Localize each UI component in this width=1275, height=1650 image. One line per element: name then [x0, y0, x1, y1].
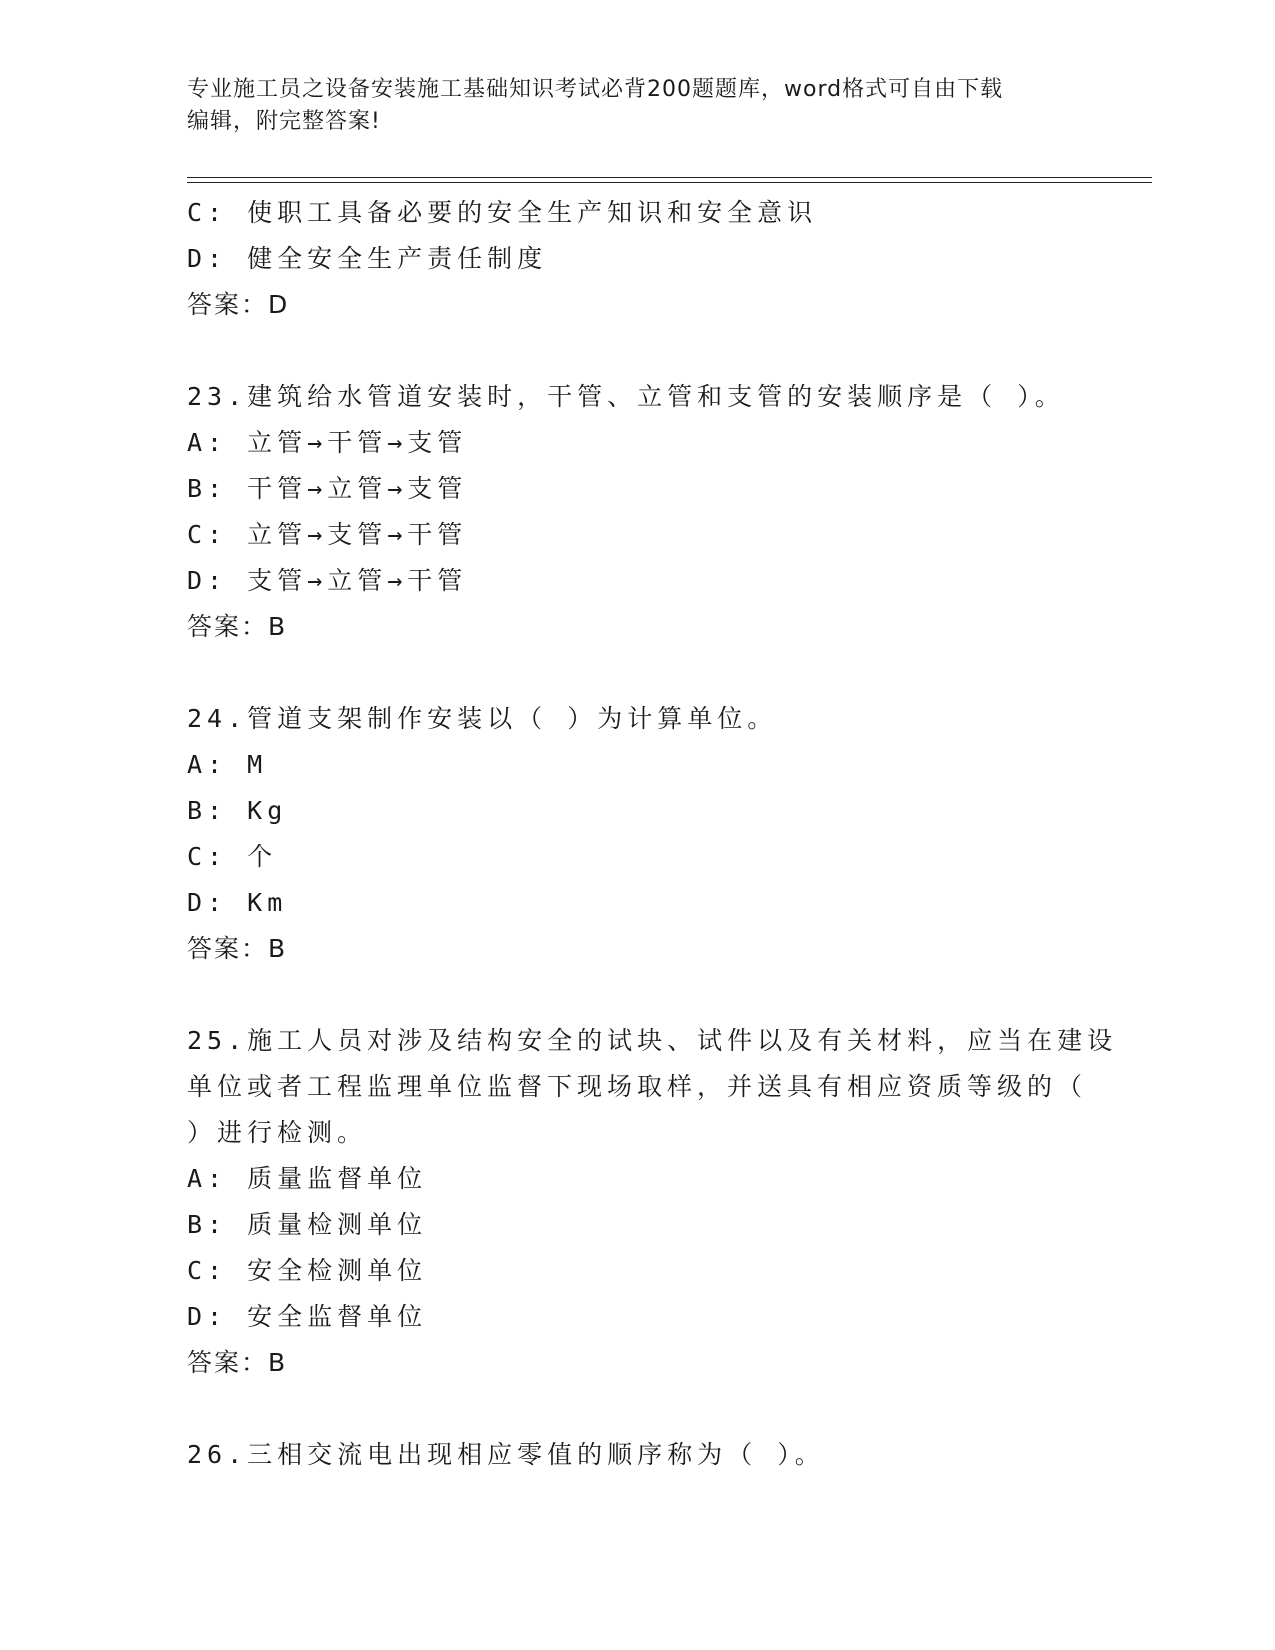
option-c: C: 立管→支管→干管 [187, 520, 468, 549]
answer: 答案：B [187, 934, 288, 963]
question-stem: 23.建筑给水管道安装时，干管、立管和支管的安装顺序是（ ）。 [187, 382, 1065, 411]
question-stem: 24.管道支架制作安装以（ ）为计算单位。 [187, 704, 778, 733]
option-c: C: 使职工具备必要的安全生产知识和安全意识 [187, 198, 818, 227]
option-c: C: 安全检测单位 [187, 1256, 428, 1285]
spacer [187, 972, 1087, 1018]
question-24 [187, 696, 1087, 972]
option-d: D: Km [187, 888, 288, 917]
answer: 答案：B [187, 1348, 288, 1377]
spacer [187, 328, 1087, 374]
option-c: C: 个 [187, 842, 278, 871]
question-25 [187, 1018, 1118, 1386]
option-b: B: 干管→立管→支管 [187, 474, 468, 503]
question-22 [187, 190, 1087, 328]
document-header [187, 74, 1087, 138]
question-stem: 26.三相交流电出现相应零值的顺序称为（ ）。 [187, 1440, 825, 1469]
spacer [187, 650, 1087, 696]
header-rule-top [187, 177, 1152, 178]
question-stem-line-3: ）进行检测。 [187, 1118, 368, 1147]
question-stem [187, 1018, 1118, 1156]
option-a: A: M [187, 750, 268, 779]
option-b: B: 质量检测单位 [187, 1210, 428, 1239]
question-stem-line-1: 25.施工人员对涉及结构安全的试块、试件以及有关材料，应当在建设 [187, 1026, 1118, 1055]
question-26 [187, 1432, 1087, 1478]
header-title-line-2: 编辑，附完整答案! [187, 109, 381, 134]
option-b: B: Kg [187, 796, 288, 825]
option-a: A: 立管→干管→支管 [187, 428, 468, 457]
question-stem-line-2: 单位或者工程监理单位监督下现场取样，并送具有相应资质等级的（ [187, 1072, 1088, 1101]
question-23 [187, 374, 1087, 650]
header-rule-bottom [187, 182, 1152, 183]
header-title-line-1: 专业施工员之设备安装施工基础知识考试必背200题题库，word格式可自由下载 [187, 77, 1004, 102]
answer: 答案：D [187, 290, 290, 319]
option-d: D: 支管→立管→干管 [187, 566, 468, 595]
option-a: A: 质量监督单位 [187, 1164, 428, 1193]
option-d: D: 健全安全生产责任制度 [187, 244, 548, 273]
answer: 答案：B [187, 612, 288, 641]
option-d: D: 安全监督单位 [187, 1302, 428, 1331]
spacer [187, 1386, 1087, 1432]
question-list [187, 190, 1118, 1478]
